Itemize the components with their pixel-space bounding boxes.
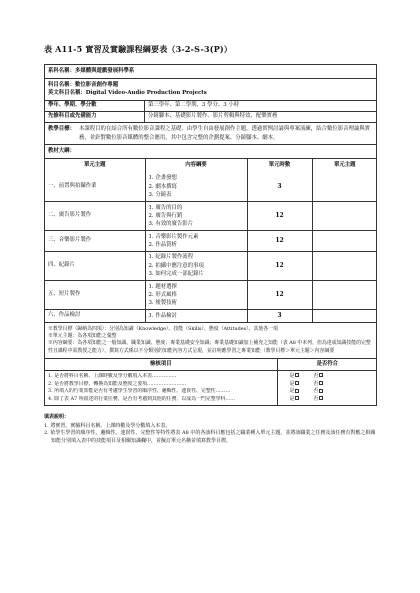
prereq-row bbox=[45, 111, 377, 122]
prereq-label: 先修科目或先備能力 bbox=[45, 111, 145, 122]
unit-hours: 12 bbox=[247, 202, 312, 231]
unit-topic: 1. 題材選擇 bbox=[148, 283, 177, 290]
check-item: 3. 所填入的行業知能是否有考慮學生學習的順序性、邏輯性、連貫性、完整性……… bbox=[48, 388, 231, 395]
no-checkbox[interactable] bbox=[319, 381, 323, 385]
unit-hours: 12 bbox=[247, 231, 312, 252]
term-label: 學年、學期、學分數 bbox=[45, 100, 145, 111]
units-table bbox=[45, 159, 377, 322]
check-yes-no bbox=[290, 396, 375, 404]
yes-checkbox[interactable] bbox=[295, 396, 299, 400]
unit-hours: 12 bbox=[247, 281, 312, 310]
check-header-item: 檢核項目 bbox=[45, 359, 277, 371]
check-items bbox=[45, 371, 277, 405]
term-value: 第三學年、第二學期、3 學分、3 小時 bbox=[145, 100, 377, 111]
check-header-result: 是否符合 bbox=[277, 359, 377, 371]
goal-row bbox=[45, 123, 377, 145]
yes-checkbox[interactable] bbox=[295, 373, 299, 377]
unit-remarks bbox=[312, 173, 377, 202]
units-header-unit: 單元主題 bbox=[45, 159, 145, 173]
unit-row bbox=[45, 310, 377, 322]
unit-hours: 12 bbox=[247, 251, 312, 280]
course-name-en: 英文科目名稱：Digital Video-Audio Production Projects bbox=[48, 90, 207, 97]
units-header-remarks: 單元主題 bbox=[312, 159, 377, 173]
unit-topics bbox=[145, 251, 247, 280]
footer-item: 2. 依學生學習的順序性、邏輯性、連貫性、完整性等特性將表 A8 中的各該科目應包括之職業種入單元主題，並將該職業之任務及該任務有對應之相關知能分別填入表中的技能項目及相關知識欄中，並擬訂單元名稱並填寫教學目標。 bbox=[44, 430, 376, 445]
no-label: 否 bbox=[313, 380, 319, 387]
notes-cell bbox=[45, 322, 377, 358]
unit-topic: 2. 作品賞析 bbox=[148, 242, 177, 249]
unit-remarks bbox=[312, 202, 377, 231]
unit-title: 一、前置與拍攝作業 bbox=[45, 173, 145, 202]
dept-label: 系科名稱：多媒體與遊戲發展科學系 bbox=[45, 64, 377, 78]
unit-row bbox=[45, 251, 377, 280]
note-line: ※單元主題：為各項知能之彙整 bbox=[48, 332, 117, 339]
unit-remarks bbox=[312, 231, 377, 252]
unit-hours: 3 bbox=[247, 173, 312, 202]
unit-title: 二、廣告影片製作 bbox=[45, 202, 145, 231]
outline-label-row bbox=[45, 144, 377, 158]
checklist-table bbox=[45, 359, 377, 405]
unit-row bbox=[45, 202, 377, 231]
outline-label: 教材大綱： bbox=[45, 144, 377, 158]
unit-hours: 3 bbox=[247, 310, 312, 322]
course-name: 科目名稱：數位影音創作專題 bbox=[48, 81, 119, 88]
unit-topics bbox=[145, 310, 247, 322]
yes-label: 是 bbox=[289, 380, 295, 387]
dept-row bbox=[45, 64, 377, 78]
unit-topic: 2. 拍攝中應注意的事項 bbox=[148, 262, 204, 269]
yes-label: 是 bbox=[289, 372, 295, 379]
unit-topic: 3. 如何完成一部紀錄片 bbox=[148, 271, 204, 278]
unit-topic: 1. 紀錄片製作流程 bbox=[148, 254, 194, 261]
no-label: 否 bbox=[313, 372, 319, 379]
units-header-hours: 單元時數 bbox=[247, 159, 312, 173]
document-page bbox=[44, 44, 376, 446]
fill-instructions bbox=[44, 414, 376, 446]
unit-topic: 1. 音樂影片製作元素 bbox=[148, 233, 199, 240]
unit-remarks bbox=[312, 251, 377, 280]
goal-text: 本課程目的在結合所有數位影音課程之基礎，由學生自由發展創作主題，透過實例討論與專案演練，結合數位影音理論與實務，並針對數位影音媒體的整合應用，其中包含完整的企劃提案、分鏡腳本、劇本。 bbox=[78, 126, 371, 141]
unit-row bbox=[45, 231, 377, 252]
check-item: 2. 是否將教學目標，轉換為知能及態度之要項…………………… bbox=[48, 380, 187, 387]
unit-title: 三、音樂影片製作 bbox=[45, 231, 145, 252]
unit-title: 五、短片製作 bbox=[45, 281, 145, 310]
note-line: ※內容綱要：為各項知能之一般知識、職業知識、態度；專業基礎安全知識；專業基礎知識加上補充之知能（表 A8 中未列，但為達成知識技能的完整性且課程中需教授之能力），撰寫方式係以不分類別的知能內容方式呈現，並註明應學習之專業知能（教學目標＞單元主題＞內容綱要 bbox=[48, 340, 371, 354]
no-checkbox[interactable] bbox=[319, 396, 323, 400]
unit-topics bbox=[145, 173, 247, 202]
yes-checkbox[interactable] bbox=[295, 389, 299, 393]
unit-topics bbox=[145, 281, 247, 310]
check-item: 4. 除了表 A7 所敘述的行業任務，是否有考慮到其他的任務，以成為一門完整學科…… bbox=[48, 395, 236, 402]
footer-items bbox=[44, 423, 376, 446]
unit-row bbox=[45, 173, 377, 202]
unit-topic: 3. 有效的廣告影片 bbox=[148, 221, 194, 228]
unit-title: 六、作品檢討 bbox=[45, 310, 145, 322]
no-checkbox[interactable] bbox=[319, 389, 323, 393]
unit-row bbox=[45, 281, 377, 310]
footer-title: 填表說明： bbox=[44, 413, 70, 420]
check-item: 1. 是否將科目名稱、上課時數及學分數填入本表…………… bbox=[48, 372, 177, 379]
footer-item: 1. 將實習、實驗科目名稱、上課時數及學分數填入本表。 bbox=[44, 422, 171, 429]
units-header-row bbox=[45, 159, 377, 173]
no-checkbox[interactable] bbox=[319, 373, 323, 377]
unit-topic: 3. 後製技術 bbox=[148, 300, 177, 307]
check-yes-no bbox=[290, 381, 375, 389]
prereq-value: 分鏡腳本、基礎影片製作、影片剪輯與特效、配樂實務 bbox=[145, 111, 377, 122]
course-outline-table bbox=[44, 64, 377, 406]
note-line: ※教學目標（歸納為四項）：分別為知識（Knowledge）、技能（Skills）、態度（Attitudes）、其他各一項 bbox=[48, 325, 278, 332]
check-boxes bbox=[277, 371, 377, 405]
units-body bbox=[45, 173, 377, 322]
units-header-content: 內容綱要 bbox=[145, 159, 247, 173]
yes-label: 是 bbox=[289, 395, 295, 402]
check-yes-no bbox=[290, 373, 375, 381]
unit-topic: 1. 作品檢討 bbox=[148, 312, 177, 319]
unit-topic: 1. 企畫發想 bbox=[148, 175, 177, 182]
unit-topic: 2. 形式風格 bbox=[148, 291, 177, 298]
yes-label: 是 bbox=[289, 388, 295, 395]
unit-topic: 2. 劇本撰寫 bbox=[148, 183, 177, 190]
document-title: 表 A11-5 實習及實驗課程綱要表（3-2-S-3(P)） bbox=[44, 44, 233, 54]
unit-topic: 3. 分鏡表 bbox=[148, 192, 172, 199]
notes-row bbox=[45, 322, 377, 358]
unit-topic: 1. 廣告的目的 bbox=[148, 204, 183, 211]
goal-label: 教學目標： bbox=[48, 126, 75, 133]
unit-topics bbox=[145, 231, 247, 252]
course-name-row bbox=[45, 78, 377, 100]
yes-checkbox[interactable] bbox=[295, 381, 299, 385]
unit-topics bbox=[145, 202, 247, 231]
unit-topic: 2. 廣告與行銷 bbox=[148, 212, 183, 219]
term-row bbox=[45, 100, 377, 111]
checklist-header-row bbox=[45, 359, 377, 371]
unit-remarks bbox=[312, 281, 377, 310]
check-yes-no bbox=[290, 388, 375, 396]
unit-title: 四、紀錄片 bbox=[45, 251, 145, 280]
no-label: 否 bbox=[313, 388, 319, 395]
no-label: 否 bbox=[313, 395, 319, 402]
unit-remarks bbox=[312, 310, 377, 322]
